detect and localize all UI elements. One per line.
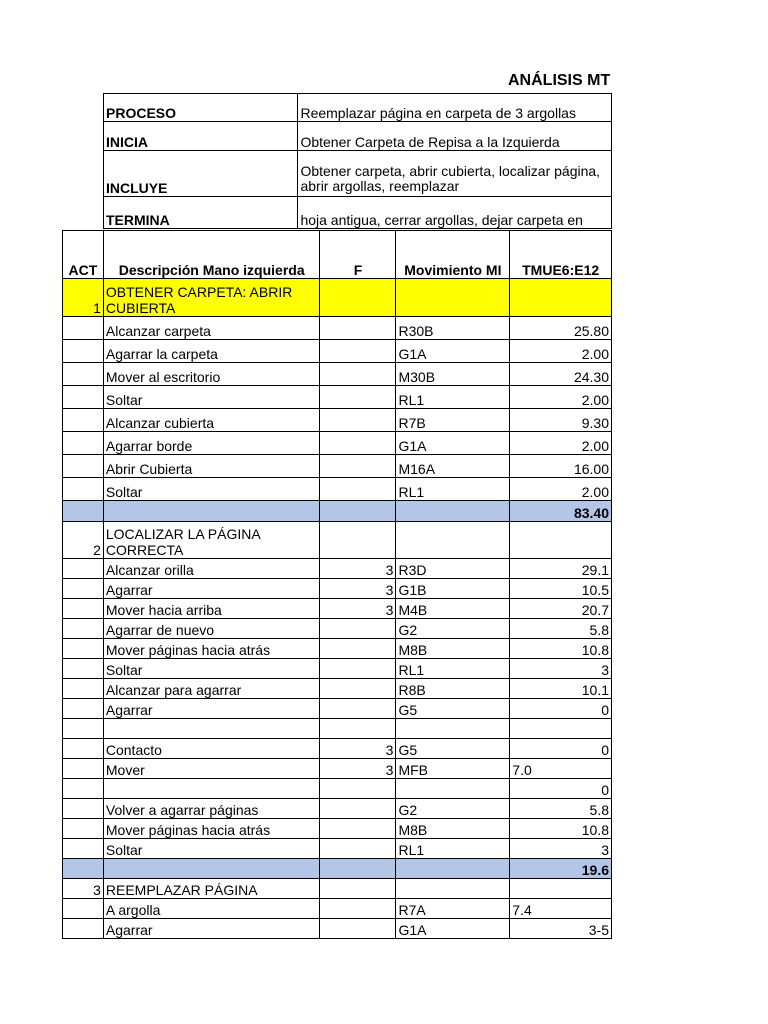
table-row [63, 839, 612, 859]
cell-act [63, 839, 104, 859]
cell-movement [396, 522, 510, 559]
table-row [63, 279, 612, 317]
mtm-analysis-table [62, 230, 612, 939]
cell-f [320, 859, 396, 879]
cell-tmu: 0 [510, 699, 612, 719]
cell-movement: MFB [396, 759, 510, 779]
cell-movement: G1A [396, 432, 510, 455]
cell-f [320, 659, 396, 679]
cell-movement: R8B [396, 679, 510, 699]
cell-act [63, 819, 104, 839]
cell-f [320, 919, 396, 939]
cell-description: Agarrar [103, 579, 320, 599]
table-header-row [63, 231, 612, 279]
cell-description: Alcanzar cubierta [103, 409, 320, 432]
cell-tmu: 10.8 [510, 639, 612, 659]
cell-act: 2 [63, 522, 104, 559]
cell-movement [396, 879, 510, 899]
cell-act [63, 799, 104, 819]
cell-tmu: 2.00 [510, 432, 612, 455]
table-row [63, 719, 612, 739]
cell-f [320, 879, 396, 899]
table-row [63, 779, 612, 799]
cell-f [320, 340, 396, 363]
cell-movement: M30B [396, 363, 510, 386]
cell-description: Alcanzar para agarrar [103, 679, 320, 699]
table-row [63, 799, 612, 819]
cell-f [320, 501, 396, 522]
cell-act [63, 432, 104, 455]
cell-act [63, 409, 104, 432]
cell-tmu: 25.80 [510, 317, 612, 340]
cell-movement: M8B [396, 639, 510, 659]
cell-f: 3 [320, 559, 396, 579]
cell-movement: G1A [396, 340, 510, 363]
cell-movement: R3D [396, 559, 510, 579]
cell-description: Soltar [103, 839, 320, 859]
cell-act [63, 619, 104, 639]
cell-f [320, 819, 396, 839]
cell-description: Soltar [103, 386, 320, 409]
cell-movement [396, 779, 510, 799]
table-row [63, 579, 612, 599]
cell-movement: G5 [396, 739, 510, 759]
cell-movement: R7A [396, 899, 510, 919]
cell-movement: M16A [396, 455, 510, 478]
cell-act [63, 317, 104, 340]
table-row [63, 317, 612, 340]
header-label-incluye: INCLUYE [104, 151, 298, 197]
cell-description: REEMPLAZAR PÁGINA [103, 879, 320, 899]
cell-description: Volver a agarrar páginas [103, 799, 320, 819]
cell-tmu: 24.30 [510, 363, 612, 386]
cell-f [320, 522, 396, 559]
cell-movement: RL1 [396, 386, 510, 409]
cell-act [63, 501, 104, 522]
cell-movement: G1A [396, 919, 510, 939]
table-row [63, 501, 612, 522]
cell-act [63, 679, 104, 699]
header-label-proceso: PROCESO [104, 94, 298, 122]
cell-act [63, 559, 104, 579]
cell-f [320, 386, 396, 409]
cell-tmu: 3 [510, 659, 612, 679]
col-header-description: Descripción Mano izquierda [103, 231, 320, 279]
cell-tmu: 0 [510, 779, 612, 799]
cell-description: Agarrar [103, 699, 320, 719]
cell-act [63, 659, 104, 679]
cell-act [63, 759, 104, 779]
cell-f [320, 639, 396, 659]
table-row [63, 522, 612, 559]
cell-tmu: 2.00 [510, 340, 612, 363]
cell-movement: RL1 [396, 478, 510, 501]
cell-description [103, 719, 320, 739]
header-value-inicia: Obtener Carpeta de Repisa a la Izquierda [298, 122, 612, 151]
table-row [63, 599, 612, 619]
cell-act: 3 [63, 879, 104, 899]
cell-description [103, 501, 320, 522]
cell-tmu: 5.8 [510, 619, 612, 639]
cell-f [320, 699, 396, 719]
table-row [63, 699, 612, 719]
cell-description: OBTENER CARPETA: ABRIR CUBIERTA [103, 279, 320, 317]
cell-f [320, 432, 396, 455]
cell-movement: G5 [396, 699, 510, 719]
cell-f [320, 839, 396, 859]
cell-f [320, 779, 396, 799]
cell-f [320, 478, 396, 501]
cell-description: A argolla [103, 899, 320, 919]
cell-act [63, 899, 104, 919]
table-row [63, 386, 612, 409]
cell-tmu [510, 879, 612, 899]
cell-movement [396, 279, 510, 317]
cell-description: Mover páginas hacia atrás [103, 639, 320, 659]
cell-movement [396, 859, 510, 879]
cell-f: 3 [320, 579, 396, 599]
table-row [63, 659, 612, 679]
cell-tmu: 3 [510, 839, 612, 859]
cell-tmu: 0 [510, 739, 612, 759]
cell-tmu [510, 719, 612, 739]
cell-act [63, 739, 104, 759]
table-row [63, 819, 612, 839]
header-label-inicia: INICIA [104, 122, 298, 151]
cell-act [63, 363, 104, 386]
cell-tmu: 5.8 [510, 799, 612, 819]
cell-movement: R7B [396, 409, 510, 432]
cell-description: Abrir Cubierta [103, 455, 320, 478]
table-row [63, 619, 612, 639]
cell-f [320, 679, 396, 699]
cell-tmu: 2.00 [510, 478, 612, 501]
cell-act [63, 599, 104, 619]
col-header-act: ACT [63, 231, 104, 279]
table-row [63, 409, 612, 432]
cell-act: 1 [63, 279, 104, 317]
cell-description: Alcanzar orilla [103, 559, 320, 579]
cell-movement: RL1 [396, 659, 510, 679]
cell-act [63, 579, 104, 599]
process-header-table [103, 93, 612, 229]
cell-description: Mover páginas hacia atrás [103, 819, 320, 839]
cell-movement: G2 [396, 799, 510, 819]
cell-description: Agarrar borde [103, 432, 320, 455]
cell-act [63, 779, 104, 799]
cell-description: Agarrar [103, 919, 320, 939]
table-row [63, 919, 612, 939]
table-row [63, 455, 612, 478]
table-row [63, 559, 612, 579]
table-row [63, 639, 612, 659]
cell-tmu: 83.40 [510, 501, 612, 522]
cell-description: Contacto [103, 739, 320, 759]
cell-description: Agarrar de nuevo [103, 619, 320, 639]
table-row [63, 899, 612, 919]
cell-description [103, 859, 320, 879]
cell-description: Soltar [103, 478, 320, 501]
cell-tmu: 10.1 [510, 679, 612, 699]
cell-tmu: 10.8 [510, 819, 612, 839]
header-label-termina: TERMINA [104, 197, 298, 229]
cell-tmu: 2.00 [510, 386, 612, 409]
cell-f [320, 719, 396, 739]
table-row [63, 432, 612, 455]
cell-act [63, 719, 104, 739]
cell-description: Mover al escritorio [103, 363, 320, 386]
cell-tmu: 10.5 [510, 579, 612, 599]
cell-act [63, 699, 104, 719]
cell-act [63, 639, 104, 659]
cell-act [63, 859, 104, 879]
cell-f [320, 899, 396, 919]
cell-act [63, 340, 104, 363]
cell-f [320, 279, 396, 317]
cell-description: Mover [103, 759, 320, 779]
table-row [63, 739, 612, 759]
sheet-title: ANÁLISIS MT [508, 72, 611, 89]
cell-f [320, 409, 396, 432]
cell-tmu: 20.7 [510, 599, 612, 619]
cell-movement: M8B [396, 819, 510, 839]
cell-description: Mover hacia arriba [103, 599, 320, 619]
table-row [63, 363, 612, 386]
cell-description: Alcanzar carpeta [103, 317, 320, 340]
cell-movement: R30B [396, 317, 510, 340]
cell-f [320, 317, 396, 340]
cell-description: LOCALIZAR LA PÁGINA CORRECTA [103, 522, 320, 559]
cell-tmu: 16.00 [510, 455, 612, 478]
table-row [63, 340, 612, 363]
cell-act [63, 386, 104, 409]
table-row [63, 679, 612, 699]
cell-act [63, 455, 104, 478]
table-row [63, 478, 612, 501]
cell-f [320, 619, 396, 639]
cell-movement: RL1 [396, 839, 510, 859]
table-row [63, 759, 612, 779]
cell-f: 3 [320, 739, 396, 759]
cell-description: Soltar [103, 659, 320, 679]
cell-movement [396, 501, 510, 522]
cell-description: Agarrar la carpeta [103, 340, 320, 363]
cell-tmu: 29.1 [510, 559, 612, 579]
cell-act [63, 478, 104, 501]
cell-movement: G1B [396, 579, 510, 599]
cell-movement: G2 [396, 619, 510, 639]
cell-f [320, 799, 396, 819]
cell-tmu: 7.0 [510, 759, 612, 779]
cell-f: 3 [320, 759, 396, 779]
cell-movement [396, 719, 510, 739]
cell-tmu: 3-5 [510, 919, 612, 939]
col-header-f: F [320, 231, 396, 279]
header-value-proceso: Reemplazar página en carpeta de 3 argollas [298, 94, 612, 122]
cell-tmu: 19.6 [510, 859, 612, 879]
cell-tmu [510, 279, 612, 317]
table-row [63, 859, 612, 879]
cell-act [63, 919, 104, 939]
header-value-incluye [298, 151, 612, 197]
table-row [63, 879, 612, 899]
header-value-termina: hoja antigua, cerrar argollas, dejar carpeta en [298, 197, 612, 229]
col-header-movement: Movimiento MI [396, 231, 510, 279]
cell-tmu [510, 522, 612, 559]
cell-description [103, 779, 320, 799]
cell-f: 3 [320, 599, 396, 619]
col-header-tmu: TMUE6:E12 [510, 231, 612, 279]
cell-f [320, 455, 396, 478]
incluye-text: Obtener carpeta, abrir cubierta, localizar página, abrir argollas, reemplazar [300, 163, 601, 194]
cell-tmu: 9.30 [510, 409, 612, 432]
cell-f [320, 363, 396, 386]
cell-movement: M4B [396, 599, 510, 619]
cell-tmu: 7.4 [510, 899, 612, 919]
